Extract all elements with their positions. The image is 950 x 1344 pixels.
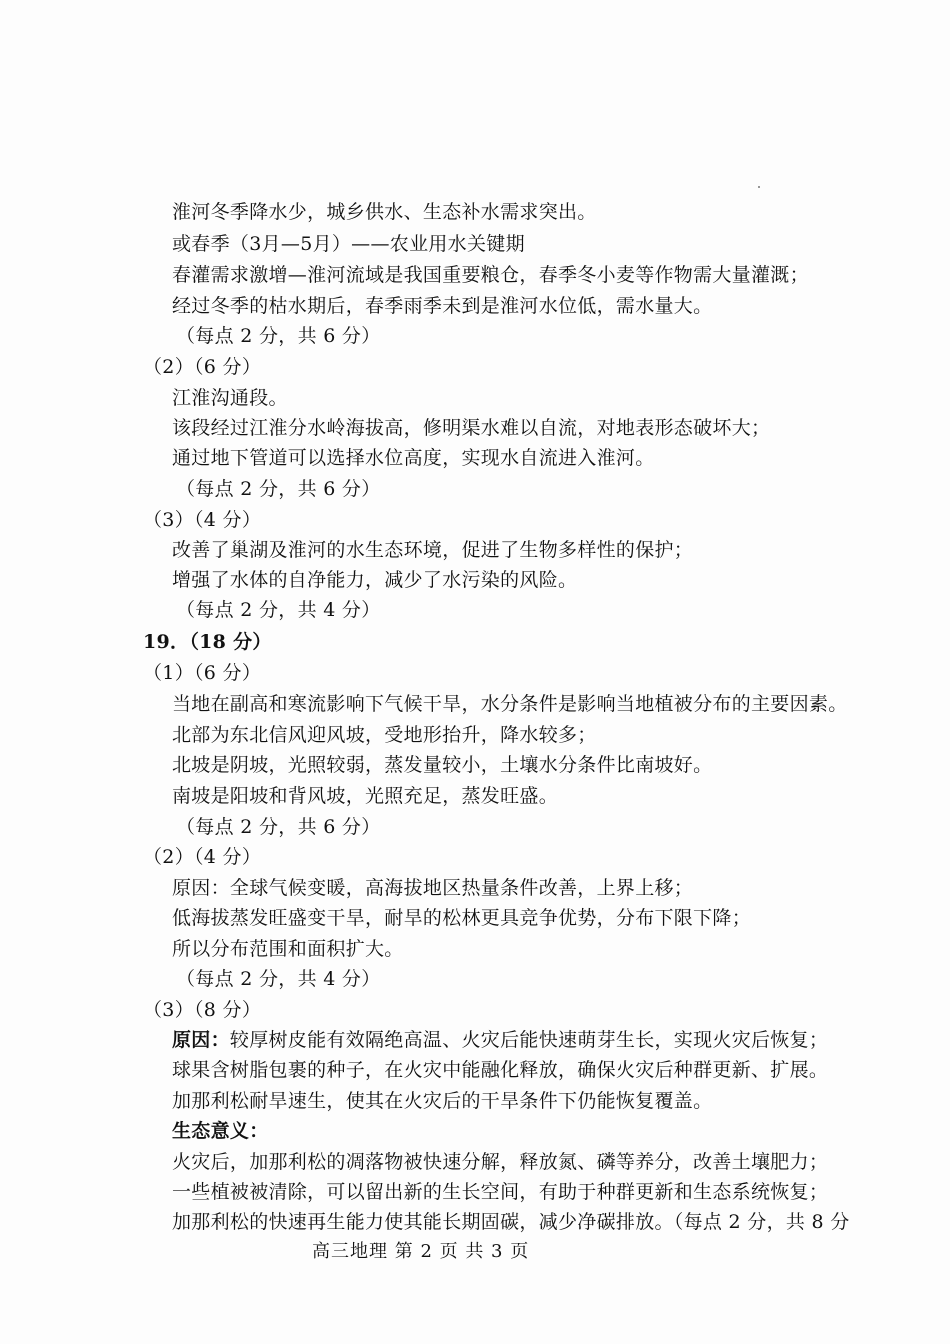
score-note: （每点 2 分，共 6 分） <box>176 325 381 347</box>
cause-label: 原因： <box>172 1029 230 1051</box>
text-line: 增强了水体的自净能力，减少了水污染的风险。 <box>172 569 578 591</box>
text-line: 原因：全球气候变暖，高海拔地区热量条件改善，上界上移； <box>172 877 694 899</box>
subquestion-heading: （2）（4 分） <box>143 846 262 868</box>
ecological-significance-label: 生态意义： <box>172 1120 269 1142</box>
text-line: 所以分布范围和面积扩大。 <box>172 938 404 960</box>
text-line: 加那利松的快速再生能力使其能长期固碳，减少净碳排放。（每点 2 分，共 8 分 <box>172 1211 850 1233</box>
subquestion-heading: （1）（6 分） <box>143 662 262 684</box>
text-line: 球果含树脂包裹的种子，在火灾中能融化释放，确保火灾后种群更新、扩展。 <box>172 1059 829 1081</box>
subquestion-heading: （2）（6 分） <box>143 356 262 378</box>
cause-text: 较厚树皮能有效隔绝高温、火灾后能快速萌芽生长，实现火灾后恢复； <box>229 1029 829 1051</box>
page-footer: 高三地理 第 2 页 共 3 页 <box>312 1241 530 1262</box>
text-line <box>172 1028 828 1052</box>
text-line: 经过冬季的枯水期后，春季雨季未到是淮河水位低，需水量大。 <box>172 295 713 317</box>
text-line: 当地在副高和寒流影响下气候干旱，水分条件是影响当地植被分布的主要因素。 <box>172 693 848 715</box>
text-line: 低海拔蒸发旺盛变干旱，耐旱的松林更具竞争优势，分布下限下降； <box>172 907 752 929</box>
text-line: 加那利松耐旱速生，使其在火灾后的干旱条件下仍能恢复覆盖。 <box>172 1090 713 1112</box>
question-heading: 19．（18 分） <box>143 631 272 653</box>
text-line: 一些植被被清除，可以留出新的生长空间，有助于种群更新和生态系统恢复； <box>172 1181 829 1203</box>
text-line: 春灌需求激增—淮河流域是我国重要粮仓，春季冬小麦等作物需大量灌溉； <box>172 264 809 286</box>
text-line: 淮河冬季降水少，城乡供水、生态补水需求突出。 <box>172 201 597 223</box>
text-line: 火灾后，加那利松的凋落物被快速分解，释放氮、磷等养分，改善土壤肥力； <box>172 1151 829 1173</box>
text-line: 通过地下管道可以选择水位高度，实现水自流进入淮河。 <box>172 447 655 469</box>
text-line: 该段经过江淮分水岭海拔高，修明渠水难以自流，对地表形态破坏大； <box>172 417 771 439</box>
text-line: 改善了巢湖及淮河的水生态环境，促进了生物多样性的保护； <box>172 539 694 561</box>
scan-speck <box>758 186 760 188</box>
score-note: （每点 2 分，共 4 分） <box>176 599 381 621</box>
score-note: （每点 2 分，共 6 分） <box>176 478 381 500</box>
text-line: 南坡是阳坡和背风坡，光照充足，蒸发旺盛。 <box>172 785 559 807</box>
text-line: 江淮沟通段。 <box>172 387 288 409</box>
text-line: 或春季（3月—5月）——农业用水关键期 <box>172 233 525 255</box>
subquestion-heading: （3）（8 分） <box>143 999 262 1021</box>
score-note: （每点 2 分，共 6 分） <box>176 816 381 838</box>
score-note: （每点 2 分，共 4 分） <box>176 968 381 990</box>
subquestion-heading: （3）（4 分） <box>143 509 262 531</box>
text-line: 北坡是阴坡，光照较弱，蒸发量较小，土壤水分条件比南坡好。 <box>172 754 713 776</box>
text-line: 北部为东北信风迎风坡，受地形抬升，降水较多； <box>172 724 597 746</box>
